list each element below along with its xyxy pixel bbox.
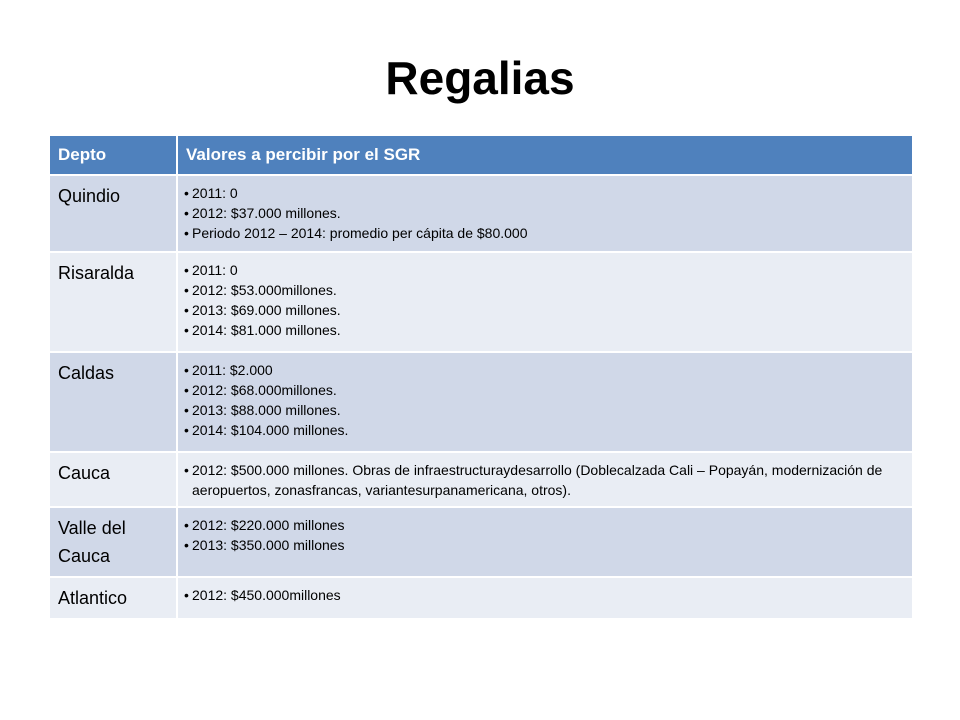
header-depto: Depto xyxy=(49,135,177,175)
table-row xyxy=(49,452,913,507)
depto-cell: Atlantico xyxy=(49,577,177,619)
list-item: • 2012: $68.000millones. xyxy=(184,380,904,400)
list-item: • 2012: $450.000millones xyxy=(184,585,904,605)
depto-cell: Quindio xyxy=(49,175,177,252)
list-item: • 2011: $2.000 xyxy=(184,360,904,380)
values-cell xyxy=(177,507,913,577)
values-cell xyxy=(177,452,913,507)
table-row xyxy=(49,577,913,619)
list-item: • 2012: $220.000 millones xyxy=(184,515,904,535)
list-item: • 2011: 0 xyxy=(184,183,904,203)
list-item: • 2012: $500.000 millones. Obras de infraestructuraydesarrollo (Doblecalzada Cali – Popayán, modernización de aeropuertos, zonasfrancas, variantesurpanamericana, otros). xyxy=(184,460,904,500)
list-item: • 2012: $37.000 millones. xyxy=(184,203,904,223)
table-header-row xyxy=(49,135,913,175)
list-item: • 2011: 0 xyxy=(184,260,904,280)
table-row xyxy=(49,252,913,352)
table-row xyxy=(49,507,913,577)
list-item: • 2014: $104.000 millones. xyxy=(184,420,904,440)
values-cell xyxy=(177,352,913,452)
list-item: • 2014: $81.000 millones. xyxy=(184,320,904,340)
list-item: • 2013: $69.000 millones. xyxy=(184,300,904,320)
table-row xyxy=(49,175,913,252)
values-list xyxy=(184,515,904,555)
values-cell xyxy=(177,175,913,252)
regalias-table xyxy=(48,134,914,620)
depto-cell: Cauca xyxy=(49,452,177,507)
values-list xyxy=(184,585,904,605)
list-item: • 2013: $88.000 millones. xyxy=(184,400,904,420)
values-list xyxy=(184,183,904,243)
values-cell xyxy=(177,252,913,352)
values-cell xyxy=(177,577,913,619)
depto-cell: Risaralda xyxy=(49,252,177,352)
header-valores: Valores a percibir por el SGR xyxy=(177,135,913,175)
values-list xyxy=(184,260,904,340)
depto-cell: Caldas xyxy=(49,352,177,452)
list-item: • 2012: $53.000millones. xyxy=(184,280,904,300)
values-list xyxy=(184,460,904,500)
depto-cell: Valle del Cauca xyxy=(49,507,177,577)
slide-title: Regalias xyxy=(385,52,575,104)
table-row xyxy=(49,352,913,452)
list-item: • 2013: $350.000 millones xyxy=(184,535,904,555)
values-list xyxy=(184,360,904,440)
list-item: • Periodo 2012 – 2014: promedio per cápita de $80.000 xyxy=(184,223,904,243)
